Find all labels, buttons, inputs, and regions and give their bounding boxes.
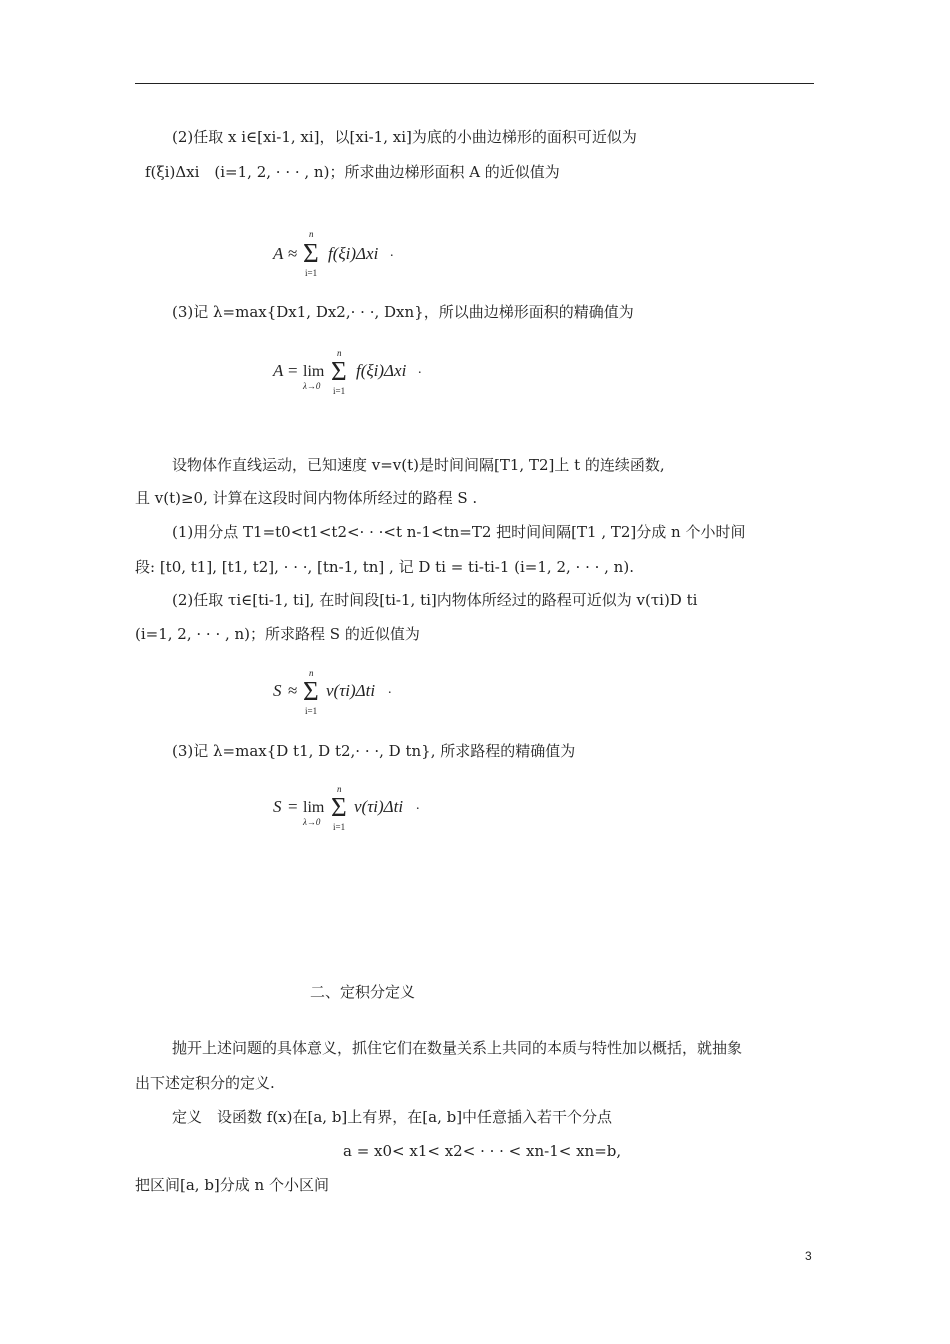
formula-upper-limit: n [337, 348, 342, 358]
formula-end: . [416, 798, 420, 813]
section-heading: 二、定积分定义 [310, 983, 416, 1001]
formula-sum-sign: Σ [303, 238, 319, 268]
text-line-1: (2)任取 x i∈[xi-1, xi]，以[xi-1, xi]为底的小曲边梯形的面积可近似为 [172, 128, 637, 146]
formula-upper-limit: n [309, 668, 314, 678]
formula-upper-limit: n [337, 784, 342, 794]
formula-sum-sign: Σ [331, 356, 347, 386]
header-rule [135, 83, 814, 84]
text-line-9: (i=1, 2, · · · , n)；所求路程 S 的近似值为 [135, 625, 420, 643]
text-line-12: 抛开上述问题的具体意义，抓住它们在数量关系上共同的本质与特性加以概括，就抽象 [172, 1039, 743, 1057]
formula-area-exact [270, 346, 530, 402]
formula-lim: lim [303, 363, 325, 380]
text-line-15: a = x0< x1< x2< · · · < xn-1< xn=b, [343, 1142, 622, 1160]
formula-term: v(τi)Δti [354, 797, 404, 816]
formula-lim: lim [303, 799, 325, 816]
formula-relation: = [288, 797, 298, 816]
formula-lower-limit: i=1 [333, 822, 346, 832]
formula-lower-limit: i=1 [305, 268, 318, 278]
text-line-7: 段: [t0, t1], [t1, t2], · · ·, [tn-1, tn] , 记 D ti = ti-ti-1 (i=1, 2, · · · , n). [135, 558, 634, 576]
formula-end: . [390, 245, 394, 260]
text-line-6: (1)用分点 T1=t0<t1<t2<· · ·<t n-1<tn=T2 把时间间隔[T1 , T2]分成 n 个小时间 [172, 523, 746, 541]
formula-sum-sign: Σ [303, 676, 319, 706]
formula-relation: ≈ [288, 244, 298, 263]
formula-end: . [388, 682, 392, 697]
formula-lhs: A [273, 361, 284, 380]
formula-area-approx [270, 226, 530, 282]
text-line-4: 设物体作直线运动，已知速度 v=v(t)是时间间隔[T1, T2]上 t 的连续函数, [172, 456, 665, 474]
formula-distance-approx [270, 668, 530, 724]
text-line-8: (2)任取 τi∈[ti-1, ti], 在时间段[ti-1, ti]内物体所经过的路程可近似为 v(τi)D ti [172, 591, 698, 609]
page-number: 3 [805, 1249, 812, 1263]
formula-lhs: S [273, 797, 282, 816]
formula-lhs: S [273, 681, 282, 700]
text-line-2: f(ξi)Δxi (i=1, 2, · · · , n)；所求曲边梯形面积 A 的近似值为 [145, 163, 560, 181]
formula-lim-sub: λ→0 [303, 817, 321, 827]
formula-distance-exact [270, 784, 530, 840]
text-line-16: 把区间[a, b]分成 n 个小区间 [135, 1176, 329, 1194]
formula-term: f(ξi)Δxi [356, 361, 407, 380]
text-line-3: (3)记 λ=max{Dx1, Dx2,· · ·, Dxn}，所以曲边梯形面积的精确值为 [172, 303, 634, 321]
text-line-14: 定义 设函数 f(x)在[a, b]上有界，在[a, b]中任意插入若干个分点 [172, 1108, 613, 1126]
formula-end: . [418, 362, 422, 377]
text-line-10: (3)记 λ=max{D t1, D t2,· · ·, D tn}, 所求路程的精确值为 [172, 742, 576, 760]
formula-lower-limit: i=1 [333, 386, 346, 396]
formula-lower-limit: i=1 [305, 706, 318, 716]
formula-lhs: A [273, 244, 284, 263]
formula-relation: ≈ [288, 681, 298, 700]
formula-upper-limit: n [309, 229, 314, 239]
formula-term: f(ξi)Δxi [328, 244, 379, 263]
text-line-13: 出下述定积分的定义. [135, 1074, 275, 1092]
formula-relation: = [288, 361, 298, 380]
text-line-5: 且 v(t)≥0, 计算在这段时间内物体所经过的路程 S . [135, 489, 478, 507]
formula-lim-sub: λ→0 [303, 381, 321, 391]
formula-term: v(τi)Δti [326, 681, 376, 700]
formula-sum-sign: Σ [331, 792, 347, 822]
